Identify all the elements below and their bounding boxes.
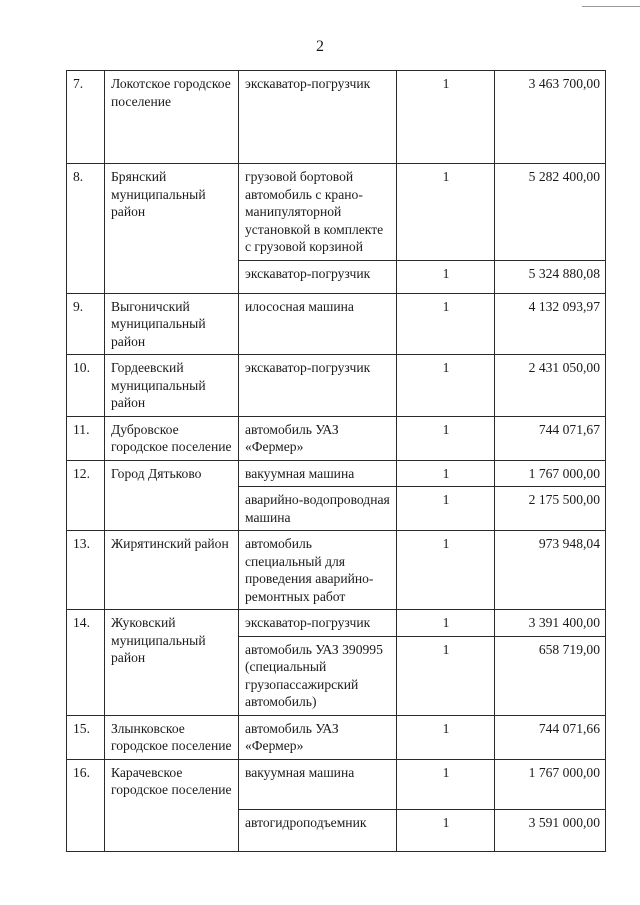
municipality-name: Локотское городское поселение [105,71,239,164]
amount: 3 463 700,00 [495,71,606,164]
table-row [67,164,606,261]
amount: 2 175 500,00 [495,487,606,531]
page-number: 2 [316,38,324,55]
amount: 3 391 400,00 [495,610,606,637]
equipment-name: экскаватор-погрузчик [239,610,397,637]
table-row [67,416,606,460]
amount: 1 767 000,00 [495,460,606,487]
row-number: 9. [67,293,105,355]
row-number: 7. [67,71,105,164]
quantity: 1 [397,416,495,460]
quantity: 1 [397,610,495,637]
amount: 1 767 000,00 [495,759,606,809]
equipment-name: автогидроподъемник [239,809,397,851]
quantity: 1 [397,293,495,355]
equipment-name: экскаватор-погрузчик [239,71,397,164]
corner-mark [582,6,640,7]
table-row [67,355,606,417]
row-number: 15. [67,715,105,759]
amount: 4 132 093,97 [495,293,606,355]
quantity: 1 [397,355,495,417]
table-row [67,531,606,610]
equipment-name: автомобиль УАЗ «Фермер» [239,416,397,460]
equipment-name: автомобиль УАЗ 390995 (специальный грузопассажирский автомобиль) [239,636,397,715]
quantity: 1 [397,715,495,759]
municipality-name: Выгоничский муниципальный район [105,293,239,355]
quantity: 1 [397,460,495,487]
row-number: 12. [67,460,105,531]
equipment-name: грузовой бортовой автомобиль с крано-манипуляторной установкой в комплекте с грузовой корзиной [239,164,397,261]
amount: 2 431 050,00 [495,355,606,417]
equipment-name: автомобиль УАЗ «Фермер» [239,715,397,759]
equipment-name: аварийно-водопроводная машина [239,487,397,531]
quantity: 1 [397,531,495,610]
amount: 744 071,67 [495,416,606,460]
equipment-name: экскаватор-погрузчик [239,260,397,293]
municipality-name: Дубровское городское поселение [105,416,239,460]
equipment-name: вакуумная машина [239,460,397,487]
table-row [67,610,606,637]
table-row [67,293,606,355]
row-number: 14. [67,610,105,716]
row-number: 16. [67,759,105,851]
municipality-name: Карачевское городское поселение [105,759,239,851]
amount: 658 719,00 [495,636,606,715]
row-number: 13. [67,531,105,610]
municipality-name: Гордеевский муниципальный район [105,355,239,417]
quantity: 1 [397,636,495,715]
row-number: 10. [67,355,105,417]
amount: 5 282 400,00 [495,164,606,261]
row-number: 11. [67,416,105,460]
equipment-name: вакуумная машина [239,759,397,809]
table-row [67,71,606,164]
municipality-name: Город Дятьково [105,460,239,531]
amount: 744 071,66 [495,715,606,759]
quantity: 1 [397,759,495,809]
municipality-name: Жирятинский район [105,531,239,610]
table-row [67,460,606,487]
municipality-name: Жуковский муниципальный район [105,610,239,716]
amount: 3 591 000,00 [495,809,606,851]
quantity: 1 [397,71,495,164]
equipment-name: автомобиль специальный для проведения аварийно-ремонтных работ [239,531,397,610]
equipment-name: илососная машина [239,293,397,355]
quantity: 1 [397,164,495,261]
municipality-name: Злынковское городское поселение [105,715,239,759]
row-number: 8. [67,164,105,294]
table-row [67,715,606,759]
equipment-name: экскаватор-погрузчик [239,355,397,417]
quantity: 1 [397,487,495,531]
amount: 5 324 880,08 [495,260,606,293]
municipality-name: Брянский муниципальный район [105,164,239,294]
quantity: 1 [397,809,495,851]
amount: 973 948,04 [495,531,606,610]
table-row [67,759,606,809]
quantity: 1 [397,260,495,293]
equipment-table [66,70,606,852]
